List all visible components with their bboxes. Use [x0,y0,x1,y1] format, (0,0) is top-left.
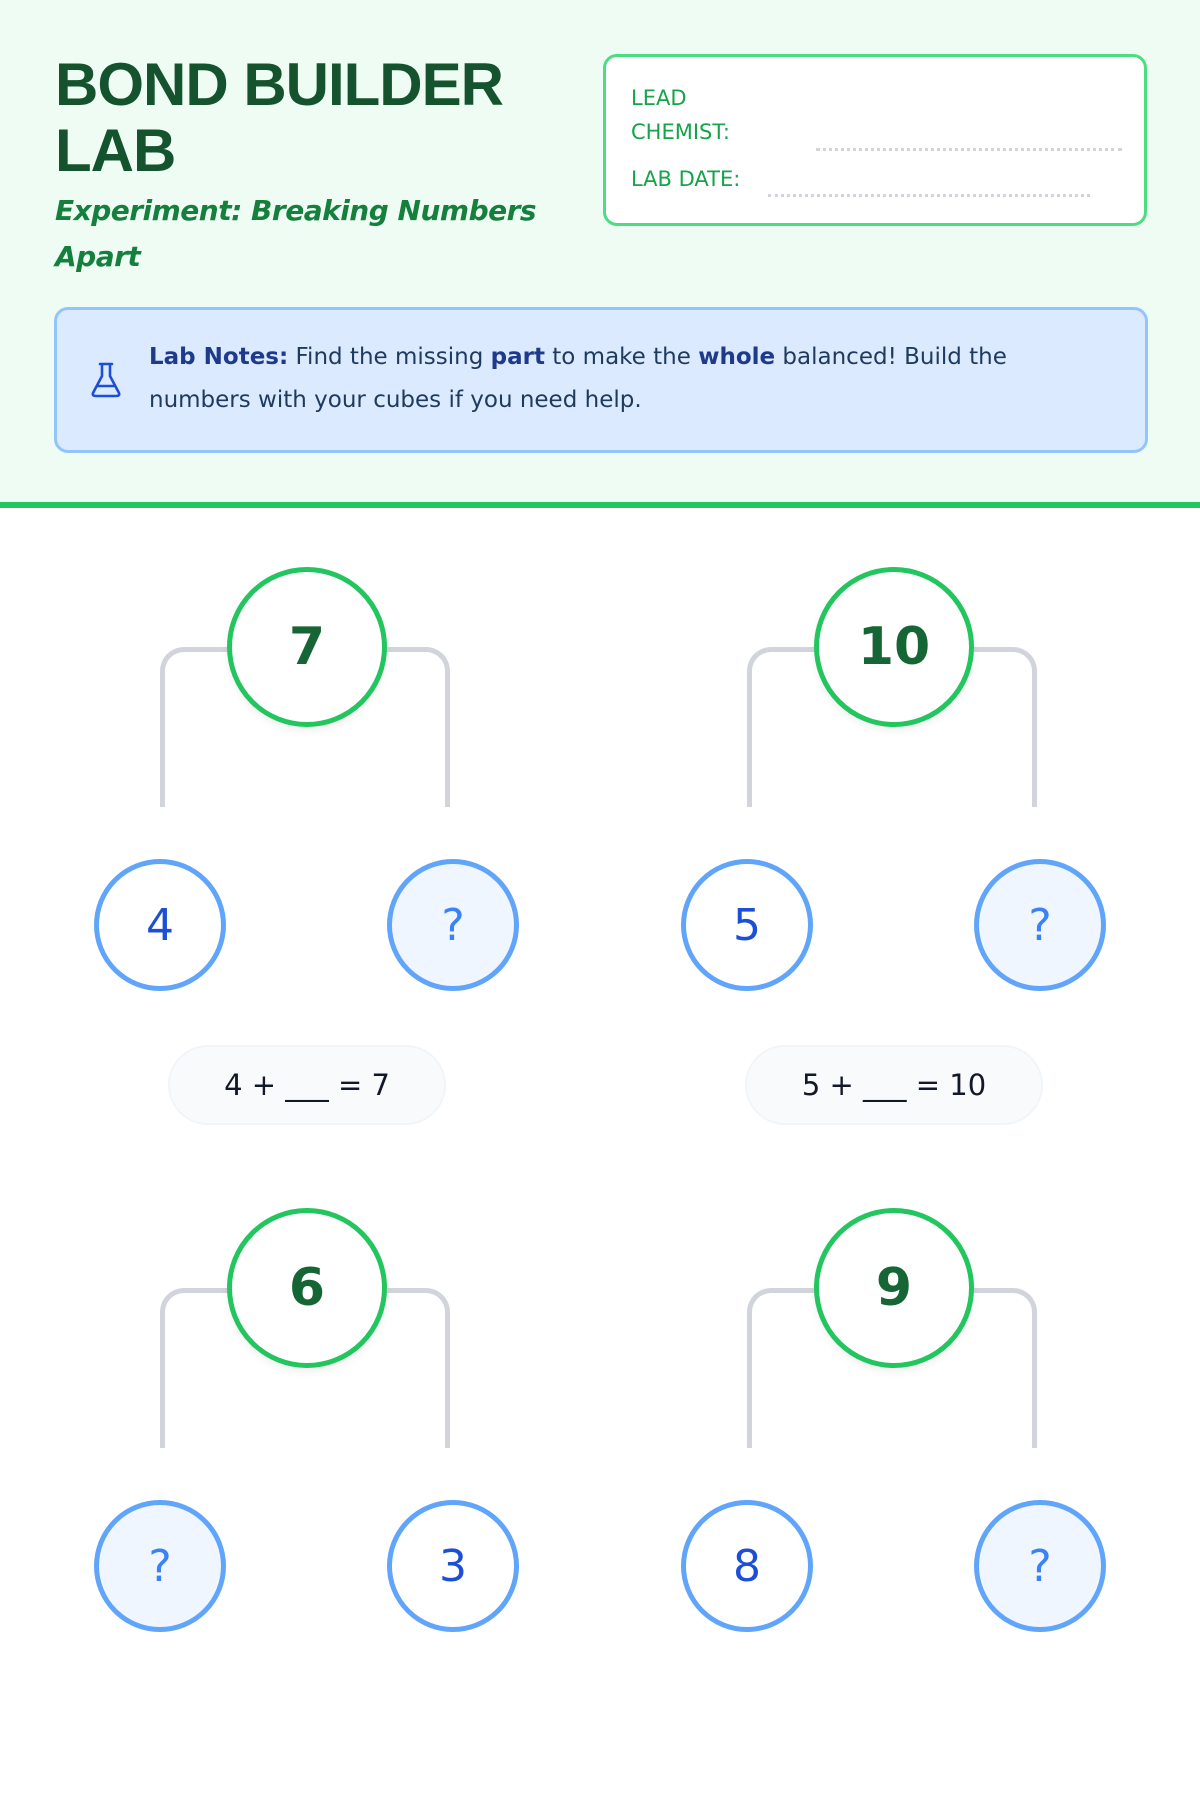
notes-word-part: part [490,344,545,370]
lab-notes-text [149,336,1069,422]
missing-part-circle[interactable]: ? [974,859,1106,991]
notes-text-part-2: to make the [544,344,699,370]
part-circle-left: 4 [94,859,226,991]
part-circle-left: 8 [681,1500,813,1632]
page-title: BOND BUILDER LAB [55,51,503,184]
lead-chemist-label: LEAD CHEMIST: [631,86,730,144]
number-bond-2 [587,567,1187,1177]
number-bond-1 [0,567,600,1177]
notes-text-part-3: balanced! Build the numbers with your cubes if you need help. [149,344,1007,413]
notes-word-whole: whole [698,344,776,370]
notes-text-part-1: Find the missing [288,344,491,370]
lab-date-label: LAB DATE: [631,167,741,191]
missing-part-circle[interactable]: ? [974,1500,1106,1632]
worksheet-header [0,0,1200,508]
whole-circle: 9 [814,1208,974,1368]
student-info-box [603,54,1147,226]
number-bond-3 [0,1208,600,1818]
number-bond-4 [587,1208,1187,1818]
whole-circle: 7 [227,567,387,727]
flask-icon [89,360,123,400]
whole-circle: 6 [227,1208,387,1368]
missing-part-circle[interactable]: ? [387,859,519,991]
lead-chemist-field[interactable] [816,148,1122,151]
whole-circle: 10 [814,567,974,727]
missing-part-circle[interactable]: ? [94,1500,226,1632]
page-subtitle: Experiment: Breaking Numbers Apart [55,194,537,273]
part-circle-left: 5 [681,859,813,991]
lab-date-field[interactable] [768,194,1090,197]
notes-label: Lab Notes: [149,344,289,370]
lab-notes-box [54,307,1148,453]
equation-strip[interactable]: 4 + ___ = 7 [168,1045,446,1125]
part-circle-right: 3 [387,1500,519,1632]
equation-strip[interactable]: 5 + ___ = 10 [745,1045,1043,1125]
